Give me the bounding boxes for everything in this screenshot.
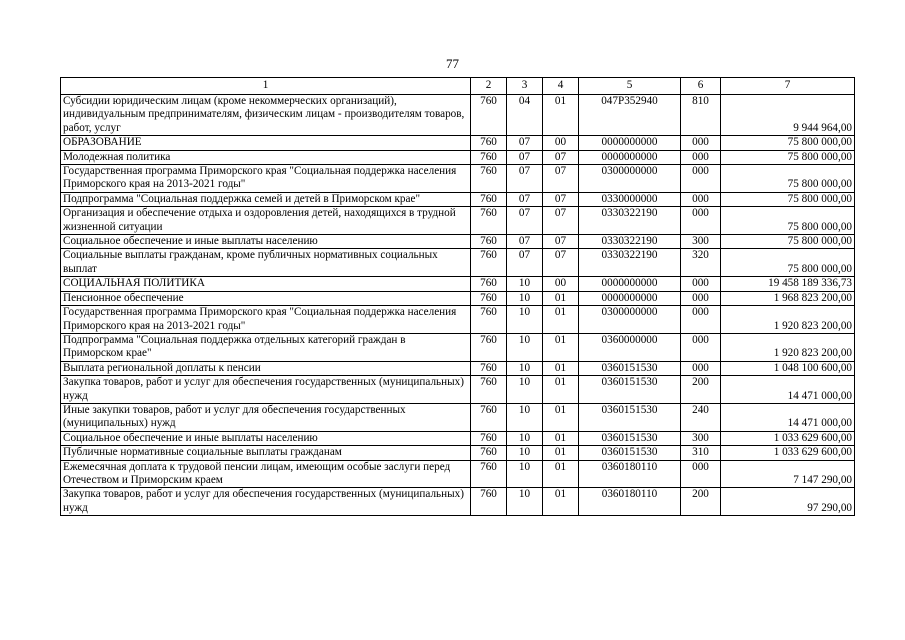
row-target-article-cell: 0300000000 [579, 306, 681, 334]
row-target-article-cell: 0000000000 [579, 291, 681, 305]
table-row [61, 207, 855, 235]
table-row [61, 403, 855, 431]
row-subsection-cell: 01 [543, 95, 579, 136]
row-subsection-cell: 01 [543, 306, 579, 334]
row-expense-type-cell: 300 [681, 431, 721, 445]
row-expense-type-cell: 300 [681, 235, 721, 249]
row-expense-type-cell: 240 [681, 403, 721, 431]
budget-table [60, 77, 855, 516]
row-name-cell: Публичные нормативные социальные выплаты гражданам [61, 446, 471, 460]
table-row [61, 192, 855, 206]
row-ved-cell: 760 [471, 165, 507, 193]
row-ved-cell: 760 [471, 376, 507, 404]
row-name-cell: Закупка товаров, работ и услуг для обеспечения государственных (муниципальных) нужд [61, 376, 471, 404]
row-section-cell: 10 [507, 403, 543, 431]
row-name-cell: Социальные выплаты гражданам, кроме публичных нормативных социальных выплат [61, 249, 471, 277]
table-row [61, 333, 855, 361]
row-expense-type-cell: 000 [681, 460, 721, 488]
row-subsection-cell: 07 [543, 150, 579, 164]
row-subsection-cell: 01 [543, 403, 579, 431]
row-target-article-cell: 0360151530 [579, 403, 681, 431]
row-section-cell: 07 [507, 235, 543, 249]
row-target-article-cell: 0360151530 [579, 446, 681, 460]
row-section-cell: 10 [507, 291, 543, 305]
row-section-cell: 10 [507, 460, 543, 488]
column-header: 5 [579, 78, 681, 95]
row-expense-type-cell: 310 [681, 446, 721, 460]
column-header: 7 [721, 78, 855, 95]
row-subsection-cell: 07 [543, 192, 579, 206]
row-expense-type-cell: 000 [681, 165, 721, 193]
row-section-cell: 10 [507, 488, 543, 516]
row-ved-cell: 760 [471, 192, 507, 206]
row-name-cell: Подпрограмма "Социальная поддержка отдельных категорий граждан в Приморском крае" [61, 333, 471, 361]
row-name-cell: Выплата региональной доплаты к пенсии [61, 361, 471, 375]
row-subsection-cell: 01 [543, 291, 579, 305]
row-expense-type-cell: 000 [681, 361, 721, 375]
table-row [61, 460, 855, 488]
row-amount-cell: 75 800 000,00 [721, 136, 855, 150]
table-row [61, 361, 855, 375]
row-amount-cell: 75 800 000,00 [721, 165, 855, 193]
table-row [61, 235, 855, 249]
row-target-article-cell: 0330322190 [579, 207, 681, 235]
row-expense-type-cell: 320 [681, 249, 721, 277]
table-row [61, 95, 855, 136]
row-subsection-cell: 00 [543, 277, 579, 291]
row-name-cell: Пенсионное обеспечение [61, 291, 471, 305]
row-target-article-cell: 0360151530 [579, 361, 681, 375]
row-amount-cell: 1 048 100 600,00 [721, 361, 855, 375]
row-ved-cell: 760 [471, 333, 507, 361]
row-amount-cell: 1 920 823 200,00 [721, 333, 855, 361]
row-target-article-cell: 0330322190 [579, 235, 681, 249]
row-subsection-cell: 01 [543, 376, 579, 404]
row-target-article-cell: 0000000000 [579, 150, 681, 164]
row-amount-cell: 1 968 823 200,00 [721, 291, 855, 305]
row-amount-cell: 1 033 629 600,00 [721, 431, 855, 445]
table-row [61, 376, 855, 404]
row-target-article-cell: 0330000000 [579, 192, 681, 206]
row-target-article-cell: 047P352940 [579, 95, 681, 136]
row-subsection-cell: 01 [543, 333, 579, 361]
row-amount-cell: 9 944 964,00 [721, 95, 855, 136]
table-row [61, 249, 855, 277]
row-ved-cell: 760 [471, 277, 507, 291]
row-target-article-cell: 0330322190 [579, 249, 681, 277]
row-section-cell: 10 [507, 306, 543, 334]
row-expense-type-cell: 000 [681, 207, 721, 235]
table-row [61, 306, 855, 334]
row-section-cell: 07 [507, 136, 543, 150]
row-name-cell: Социальное обеспечение и иные выплаты населению [61, 235, 471, 249]
page-number: 77 [446, 56, 459, 71]
row-amount-cell: 14 471 000,00 [721, 403, 855, 431]
table-row [61, 150, 855, 164]
table-row [61, 136, 855, 150]
row-section-cell: 10 [507, 446, 543, 460]
row-section-cell: 07 [507, 207, 543, 235]
column-header: 1 [61, 78, 471, 95]
row-name-cell: Иные закупки товаров, работ и услуг для обеспечения государственных (муниципальных) нужд [61, 403, 471, 431]
row-ved-cell: 760 [471, 235, 507, 249]
table-row [61, 431, 855, 445]
row-ved-cell: 760 [471, 136, 507, 150]
row-section-cell: 10 [507, 376, 543, 404]
row-amount-cell: 75 800 000,00 [721, 150, 855, 164]
column-header: 4 [543, 78, 579, 95]
row-subsection-cell: 07 [543, 249, 579, 277]
row-section-cell: 04 [507, 95, 543, 136]
row-name-cell: Ежемесячная доплата к трудовой пенсии лицам, имеющим особые заслуги перед Отечеством и Приморским краем [61, 460, 471, 488]
row-subsection-cell: 07 [543, 207, 579, 235]
table-row [61, 446, 855, 460]
row-subsection-cell: 07 [543, 235, 579, 249]
row-amount-cell: 75 800 000,00 [721, 192, 855, 206]
row-name-cell: СОЦИАЛЬНАЯ ПОЛИТИКА [61, 277, 471, 291]
table-row [61, 165, 855, 193]
row-expense-type-cell: 200 [681, 376, 721, 404]
column-header: 6 [681, 78, 721, 95]
row-name-cell: Государственная программа Приморского края "Социальная поддержка населения Приморского края на 2013-2021 годы" [61, 165, 471, 193]
row-amount-cell: 7 147 290,00 [721, 460, 855, 488]
row-section-cell: 07 [507, 150, 543, 164]
row-ved-cell: 760 [471, 460, 507, 488]
row-amount-cell: 14 471 000,00 [721, 376, 855, 404]
row-amount-cell: 97 290,00 [721, 488, 855, 516]
row-expense-type-cell: 200 [681, 488, 721, 516]
row-target-article-cell: 0360151530 [579, 431, 681, 445]
table-body [61, 95, 855, 516]
row-ved-cell: 760 [471, 361, 507, 375]
row-expense-type-cell: 000 [681, 150, 721, 164]
row-ved-cell: 760 [471, 207, 507, 235]
row-expense-type-cell: 000 [681, 291, 721, 305]
row-target-article-cell: 0300000000 [579, 165, 681, 193]
row-subsection-cell: 01 [543, 361, 579, 375]
row-ved-cell: 760 [471, 306, 507, 334]
row-name-cell: Закупка товаров, работ и услуг для обеспечения государственных (муниципальных) нужд [61, 488, 471, 516]
row-name-cell: Организация и обеспечение отдыха и оздоровления детей, находящихся в трудной жизненной ситуации [61, 207, 471, 235]
row-ved-cell: 760 [471, 488, 507, 516]
row-target-article-cell: 0360180110 [579, 460, 681, 488]
row-subsection-cell: 01 [543, 460, 579, 488]
row-section-cell: 10 [507, 361, 543, 375]
row-ved-cell: 760 [471, 403, 507, 431]
row-amount-cell: 1 033 629 600,00 [721, 446, 855, 460]
row-subsection-cell: 01 [543, 446, 579, 460]
row-name-cell: Социальное обеспечение и иные выплаты населению [61, 431, 471, 445]
row-name-cell: Субсидии юридическим лицам (кроме некоммерческих организаций), индивидуальным предпринимателям, физическим лицам - производителям товаров, работ, услуг [61, 95, 471, 136]
row-target-article-cell: 0000000000 [579, 136, 681, 150]
row-expense-type-cell: 810 [681, 95, 721, 136]
row-amount-cell: 1 920 823 200,00 [721, 306, 855, 334]
row-amount-cell: 75 800 000,00 [721, 207, 855, 235]
row-target-article-cell: 0000000000 [579, 277, 681, 291]
table-row [61, 488, 855, 516]
row-subsection-cell: 01 [543, 431, 579, 445]
row-expense-type-cell: 000 [681, 192, 721, 206]
row-section-cell: 10 [507, 333, 543, 361]
table-row [61, 291, 855, 305]
header-row [61, 78, 855, 95]
row-ved-cell: 760 [471, 95, 507, 136]
row-section-cell: 07 [507, 249, 543, 277]
row-amount-cell: 19 458 189 336,73 [721, 277, 855, 291]
row-section-cell: 10 [507, 277, 543, 291]
row-expense-type-cell: 000 [681, 333, 721, 361]
row-name-cell: Государственная программа Приморского края "Социальная поддержка населения Приморского края на 2013-2021 годы" [61, 306, 471, 334]
row-target-article-cell: 0360000000 [579, 333, 681, 361]
row-subsection-cell: 00 [543, 136, 579, 150]
row-ved-cell: 760 [471, 431, 507, 445]
row-subsection-cell: 01 [543, 488, 579, 516]
row-target-article-cell: 0360180110 [579, 488, 681, 516]
row-amount-cell: 75 800 000,00 [721, 249, 855, 277]
row-subsection-cell: 07 [543, 165, 579, 193]
row-name-cell: ОБРАЗОВАНИЕ [61, 136, 471, 150]
table-row [61, 277, 855, 291]
row-amount-cell: 75 800 000,00 [721, 235, 855, 249]
row-target-article-cell: 0360151530 [579, 376, 681, 404]
column-header: 3 [507, 78, 543, 95]
row-name-cell: Подпрограмма "Социальная поддержка семей и детей в Приморском крае" [61, 192, 471, 206]
row-name-cell: Молодежная политика [61, 150, 471, 164]
row-expense-type-cell: 000 [681, 306, 721, 334]
row-ved-cell: 760 [471, 150, 507, 164]
row-ved-cell: 760 [471, 446, 507, 460]
row-section-cell: 07 [507, 192, 543, 206]
row-ved-cell: 760 [471, 291, 507, 305]
row-expense-type-cell: 000 [681, 136, 721, 150]
row-section-cell: 10 [507, 431, 543, 445]
row-ved-cell: 760 [471, 249, 507, 277]
column-header: 2 [471, 78, 507, 95]
row-section-cell: 07 [507, 165, 543, 193]
row-expense-type-cell: 000 [681, 277, 721, 291]
